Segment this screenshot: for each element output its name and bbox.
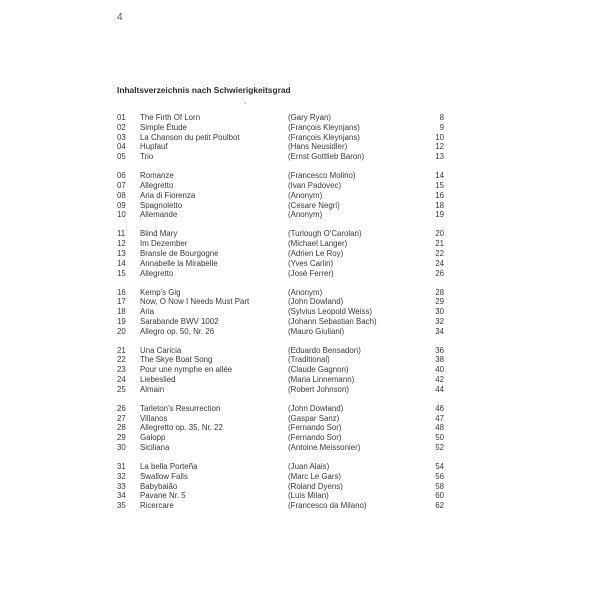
entry-number: 31 <box>117 462 126 472</box>
entry-composer: (Anonym) <box>288 190 323 200</box>
toc-heading: Inhaltsverzeichnis nach Schwierigkeitsgrad <box>117 85 291 95</box>
entry-page: 36 <box>435 345 444 355</box>
entry-number: 22 <box>117 355 126 365</box>
toc-entry <box>117 433 444 443</box>
entry-composer: (Traditional) <box>288 355 330 365</box>
entry-title: Hupfauf <box>140 142 168 152</box>
entry-number: 20 <box>117 326 126 336</box>
entry-page: 48 <box>435 423 444 433</box>
entry-number: 29 <box>117 433 126 443</box>
toc-entry <box>117 133 444 143</box>
entry-number: 12 <box>117 239 126 249</box>
entry-title: Now, O Now I Needs Must Part <box>140 297 250 307</box>
entry-number: 21 <box>117 345 126 355</box>
entry-number: 26 <box>117 403 126 413</box>
entry-page: 18 <box>435 200 444 210</box>
toc-entry <box>117 404 444 414</box>
entry-composer: (Maria Linnemann) <box>288 375 355 385</box>
entry-title: Pavane Nr. 5 <box>140 491 186 501</box>
entry-page: 50 <box>435 433 444 443</box>
stray-dot <box>245 103 246 104</box>
toc-entry <box>117 472 444 482</box>
toc-group <box>117 462 444 511</box>
toc-entry <box>117 191 444 201</box>
entry-title: Spagnoletto <box>140 200 183 210</box>
entry-title: Aria <box>140 307 155 317</box>
entry-number: 33 <box>117 481 126 491</box>
entry-composer: (Luis Milan) <box>288 491 329 501</box>
toc-entry <box>117 462 444 472</box>
entry-page: 22 <box>435 248 444 258</box>
entry-page: 10 <box>435 132 444 142</box>
entry-composer: (Claude Gagnon) <box>288 365 349 375</box>
entry-number: 32 <box>117 471 126 481</box>
toc-entry <box>117 327 444 337</box>
entry-page: 29 <box>435 297 444 307</box>
entry-title: Allegro op. 50, Nr. 26 <box>140 326 215 336</box>
toc-entry <box>117 123 444 133</box>
entry-composer: (Francesco Molino) <box>288 171 356 181</box>
entry-title: Trio <box>140 152 154 162</box>
entry-composer: (Michael Langer) <box>288 239 348 249</box>
entry-composer: (Francesco da Milano) <box>288 501 367 511</box>
toc-group <box>117 113 444 162</box>
entry-composer: (John Dowland) <box>288 403 344 413</box>
toc-entry <box>117 297 444 307</box>
entry-number: 17 <box>117 297 126 307</box>
entry-page: 47 <box>435 413 444 423</box>
toc-entry <box>117 288 444 298</box>
entry-composer: (John Dowland) <box>288 297 344 307</box>
entry-number: 18 <box>117 307 126 317</box>
toc-entry <box>117 210 444 220</box>
entry-title: Blind Mary <box>140 229 178 239</box>
entry-title: Allegretto <box>140 268 174 278</box>
entry-number: 19 <box>117 316 126 326</box>
toc-entry <box>117 443 444 453</box>
entry-composer: (Mauro Giuliani) <box>288 326 345 336</box>
entry-title: Sarabande BWV 1002 <box>140 316 219 326</box>
entry-number: 03 <box>117 132 126 142</box>
entry-composer: (Sylvius Leopold Weiss) <box>288 307 373 317</box>
entry-title: Bransle de Bourgogne <box>140 248 219 258</box>
entry-number: 15 <box>117 268 126 278</box>
entry-page: 16 <box>435 190 444 200</box>
entry-title: Simple Étude <box>140 122 187 132</box>
entry-page: 54 <box>435 462 444 472</box>
entry-page: 56 <box>435 471 444 481</box>
entry-composer: (Johann Sebastian Bach) <box>288 316 377 326</box>
entry-page: 40 <box>435 365 444 375</box>
table-of-contents <box>117 113 444 520</box>
entry-number: 34 <box>117 491 126 501</box>
entry-title: Villanos <box>140 413 168 423</box>
toc-entry <box>117 307 444 317</box>
toc-entry <box>117 142 444 152</box>
entry-number: 28 <box>117 423 126 433</box>
entry-number: 14 <box>117 258 126 268</box>
entry-title: Im Dezember <box>140 239 188 249</box>
entry-page: 19 <box>435 210 444 220</box>
entry-number: 16 <box>117 287 126 297</box>
entry-title: Una Caricia <box>140 345 182 355</box>
entry-title: La Chanson du petit Poulbot <box>140 132 240 142</box>
toc-entry <box>117 346 444 356</box>
toc-entry <box>117 181 444 191</box>
entry-page: 42 <box>435 375 444 385</box>
entry-composer: (Antoine Meissonier) <box>288 443 361 453</box>
toc-entry <box>117 201 444 211</box>
entry-composer: (Juan Alais) <box>288 462 330 472</box>
entry-title: Liebeslied <box>140 375 176 385</box>
entry-page: 24 <box>435 258 444 268</box>
entry-number: 25 <box>117 384 126 394</box>
entry-number: 05 <box>117 152 126 162</box>
entry-page: 8 <box>439 113 444 122</box>
toc-entry <box>117 171 444 181</box>
toc-entry <box>117 249 444 259</box>
toc-entry <box>117 355 444 365</box>
toc-entry <box>117 414 444 424</box>
entry-number: 10 <box>117 210 126 220</box>
entry-page: 9 <box>439 122 444 132</box>
entry-page: 62 <box>435 501 444 511</box>
entry-number: 07 <box>117 180 126 190</box>
toc-entry <box>117 423 444 433</box>
entry-page: 58 <box>435 481 444 491</box>
entry-number: 06 <box>117 171 126 181</box>
entry-number: 24 <box>117 375 126 385</box>
entry-page: 52 <box>435 443 444 453</box>
entry-number: 04 <box>117 142 126 152</box>
entry-page: 30 <box>435 307 444 317</box>
toc-group <box>117 404 444 453</box>
entry-composer: (Adrien Le Roy) <box>288 248 344 258</box>
toc-entry <box>117 259 444 269</box>
entry-title: Romanze <box>140 171 174 181</box>
entry-composer: (Fernando Sor) <box>288 423 342 433</box>
entry-page: 32 <box>435 316 444 326</box>
entry-number: 09 <box>117 200 126 210</box>
entry-page: 28 <box>435 287 444 297</box>
entry-title: Allemande <box>140 210 178 220</box>
entry-number: 08 <box>117 190 126 200</box>
entry-page: 12 <box>435 142 444 152</box>
entry-title: Pour une nymphe en allée <box>140 365 233 375</box>
entry-number: 35 <box>117 501 126 511</box>
toc-entry <box>117 365 444 375</box>
toc-entry <box>117 113 444 123</box>
entry-composer: (Anonym) <box>288 287 323 297</box>
entry-composer: (Ivan Padovec) <box>288 180 342 190</box>
entry-number: 13 <box>117 248 126 258</box>
entry-title: Almain <box>140 384 165 394</box>
entry-title: Galopp <box>140 433 166 443</box>
entry-page: 15 <box>435 180 444 190</box>
toc-entry <box>117 385 444 395</box>
entry-page: 60 <box>435 491 444 501</box>
entry-number: 30 <box>117 443 126 453</box>
entry-title: Aria di Fiorenza <box>140 190 196 200</box>
toc-group <box>117 171 444 220</box>
entry-composer: (Gaspar Sanz) <box>288 413 340 423</box>
entry-composer: (François Kleynjans) <box>288 122 360 132</box>
entry-page: 26 <box>435 268 444 278</box>
toc-entry <box>117 375 444 385</box>
entry-page: 21 <box>435 239 444 249</box>
entry-composer: (Turlough O'Carolan) <box>288 229 362 239</box>
entry-title: Tarleton's Resurrection <box>140 403 221 413</box>
entry-title: Annabelle la Mirabelle <box>140 258 218 268</box>
entry-composer: (Robert Johnson) <box>288 384 349 394</box>
entry-composer: (Fernando Sor) <box>288 433 342 443</box>
entry-composer: (Ernst Gottlieb Baron) <box>288 152 365 162</box>
entry-title: The Firth Of Lorn <box>140 113 201 122</box>
entry-number: 23 <box>117 365 126 375</box>
toc-entry <box>117 269 444 279</box>
entry-page: 34 <box>435 326 444 336</box>
entry-composer: (François Kleynjans) <box>288 132 360 142</box>
page-number: 4 <box>117 12 123 23</box>
entry-title: Siciliana <box>140 443 170 453</box>
entry-composer: (Cesare Negri) <box>288 200 340 210</box>
entry-page: 14 <box>435 171 444 181</box>
entry-composer: (Gary Ryan) <box>288 113 331 122</box>
toc-entry <box>117 317 444 327</box>
entry-page: 13 <box>435 152 444 162</box>
toc-entry <box>117 239 444 249</box>
toc-entry <box>117 482 444 492</box>
toc-group <box>117 229 444 278</box>
entry-composer: (Roland Dyens) <box>288 481 343 491</box>
entry-composer: (Anonym) <box>288 210 323 220</box>
toc-entry <box>117 229 444 239</box>
entry-page: 20 <box>435 229 444 239</box>
toc-entry <box>117 501 444 511</box>
entry-title: Swallow Falls <box>140 471 188 481</box>
toc-group <box>117 288 444 337</box>
toc-entry <box>117 152 444 162</box>
entry-title: Babybaião <box>140 481 178 491</box>
entry-number: 02 <box>117 122 126 132</box>
entry-title: Ricercare <box>140 501 174 511</box>
entry-composer: (Yves Carlin) <box>288 258 334 268</box>
entry-number: 11 <box>117 229 126 239</box>
toc-entry <box>117 491 444 501</box>
entry-number: 27 <box>117 413 126 423</box>
entry-composer: (José Ferrer) <box>288 268 334 278</box>
entry-title: Kemp's Gig <box>140 287 181 297</box>
entry-title: Allegretto <box>140 180 174 190</box>
entry-title: La bella Porteña <box>140 462 198 472</box>
entry-number: 01 <box>117 113 126 122</box>
entry-composer: (Hans Neusidler) <box>288 142 348 152</box>
entry-composer: (Marc Le Gars) <box>288 471 342 481</box>
entry-title: The Skye Boat Song <box>140 355 213 365</box>
entry-page: 38 <box>435 355 444 365</box>
toc-group <box>117 346 444 395</box>
entry-page: 46 <box>435 403 444 413</box>
entry-page: 44 <box>435 384 444 394</box>
entry-composer: (Eduardo Bensadon) <box>288 345 361 355</box>
entry-title: Allegretto op. 35, Nr. 22 <box>140 423 223 433</box>
